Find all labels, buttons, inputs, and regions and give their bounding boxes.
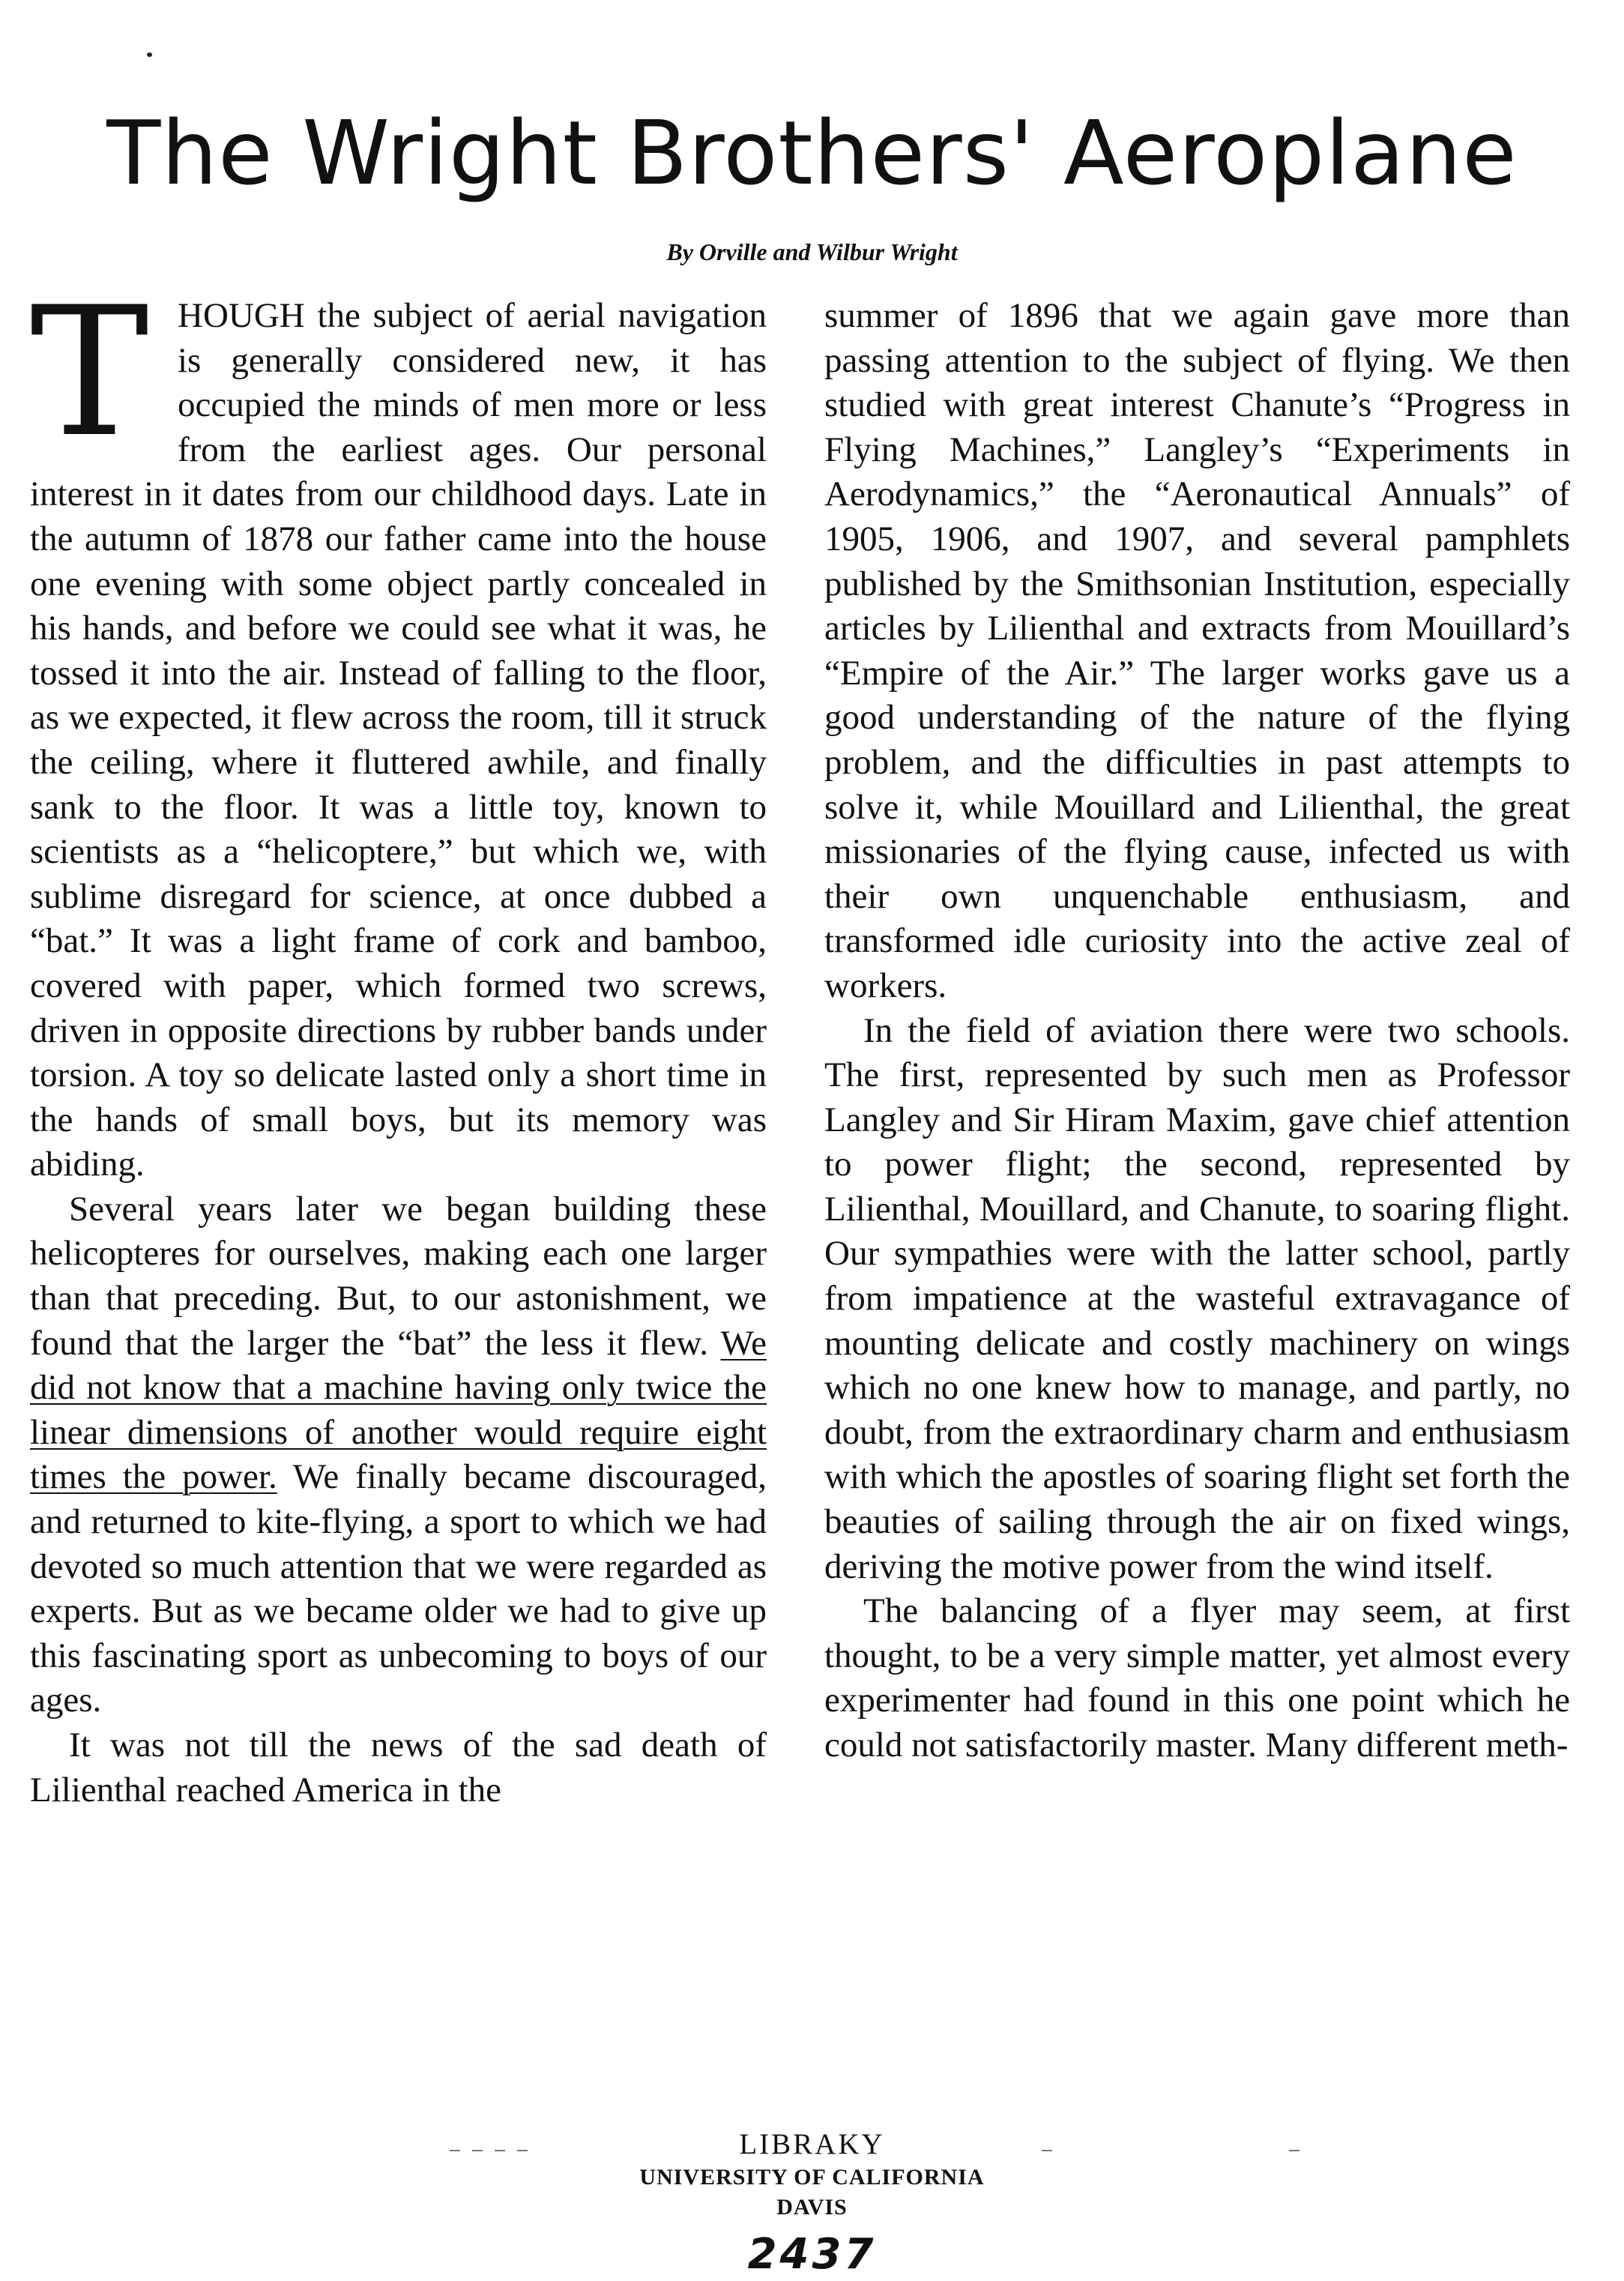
paragraph-text: In the field of aviation there were two schools. The first, represented by such men as Professor Langley and Sir Hiram Maxim, gave chief attention to power flight; the second, represented by Lilienthal, Mouillard, and Chanute, to soaring flight. Our sympathies were with the latter school, partly from impatience at the wasteful extravagance of mounting delicate and costly machinery on wings which no one knew how to manage, and partly, no doubt, from the extraordinary charm and enthusiasm with which the apostles of soaring flight set forth the beauties of sailing through the air on fixed wings, deriving the motive power from the wind itself. [824, 1010, 1570, 1586]
paragraph-text: HOUGH the subject of aerial navigation is generally considered new, it has occupied the minds of men more or less from the earliest ages. Our personal interest in it dates from our childhood days. Late in the autumn of 1878 our father came into the house one evening with some object partly concealed in his hands, and before we could see what it was, he tossed it into the air. Instead of falling to the floor, as we expected, it flew across the room, till it struck the ceiling, where it fluttered awhile, and finally sank to the floor. It was a little toy, known to scientists as a “helicoptere,” but which we, with sublime disregard for science, at once dubbed a “bat.” It was a light frame of cork and bamboo, covered with paper, which formed two screws, driven in opposite directions by rubber bands under torsion. A toy so delicate lasted only a short time in the hands of small boys, but its memory was abiding. [30, 296, 767, 1184]
paragraph [824, 1589, 1570, 1768]
paragraph [30, 1187, 767, 1723]
paragraph [824, 1009, 1570, 1590]
article-title: The Wright Brothers' Aeroplane [106, 101, 1518, 205]
paragraph-text: Several years later we began building these helicopteres for ourselves, making each one larger than that preceding. But, to our astonishment, we found that the larger the “bat” the less it flew. [30, 1189, 767, 1363]
right-column [824, 294, 1570, 1768]
paragraph-text: The balancing of a flyer may seem, at first thought, to be a very simple matter, yet almost every experimenter had found in this one point which he could not satisfactorily master. Many different meth- [824, 1591, 1570, 1765]
paragraph [30, 1723, 767, 1813]
paragraph-text: summer of 1896 that we again gave more than passing attention to the subject of flying. We then studied with great interest Chanute’s “Progress in Flying Machines,” Langley’s “Experiments in Aerodynamics,” the “Aeronautical Annuals” of 1905, 1906, and 1907, and several pamphlets published by the Smithsonian Institution, especially articles by Lilienthal and extracts from Mouillard’s “Empire of the Air.” The larger works gave us a good understanding of the nature of the flying problem, and the difficulties in past attempts to solve it, while Mouillard and Lilienthal, the great missionaries of the flying cause, infected us with their own unquenchable enthusiasm, and transformed idle curiosity into the active zeal of workers. [824, 296, 1570, 1005]
library-stamp-campus: DAVIS [776, 2195, 848, 2220]
paragraph [824, 294, 1570, 1009]
paragraph-text: We finally became discouraged, and returned to kite-flying, a sport to which we had devoted so much attention that we were regarded as experts. But as we became older we had to give up this fascinating sport as unbecoming to boys of our ages. [30, 1457, 767, 1720]
article-byline: By Orville and Wilbur Wright [666, 238, 958, 265]
underlined-passage: We did not know that a machine having only twice the linear dimensions of another would require eight times the power. [30, 1323, 767, 1497]
stray-ink-mark [147, 52, 152, 57]
handwritten-catalog-number: 2437 [747, 2230, 877, 2279]
paragraph-text: It was not till the news of the sad death of Lilienthal reached America in the [30, 1726, 767, 1810]
library-stamp-university: UNIVERSITY OF CALIFORNIA [639, 2165, 985, 2190]
paragraph [30, 269, 767, 1187]
drop-cap: T [30, 269, 149, 477]
library-stamp-title: LIBRAKY [739, 2128, 885, 2160]
left-column [30, 269, 767, 1813]
